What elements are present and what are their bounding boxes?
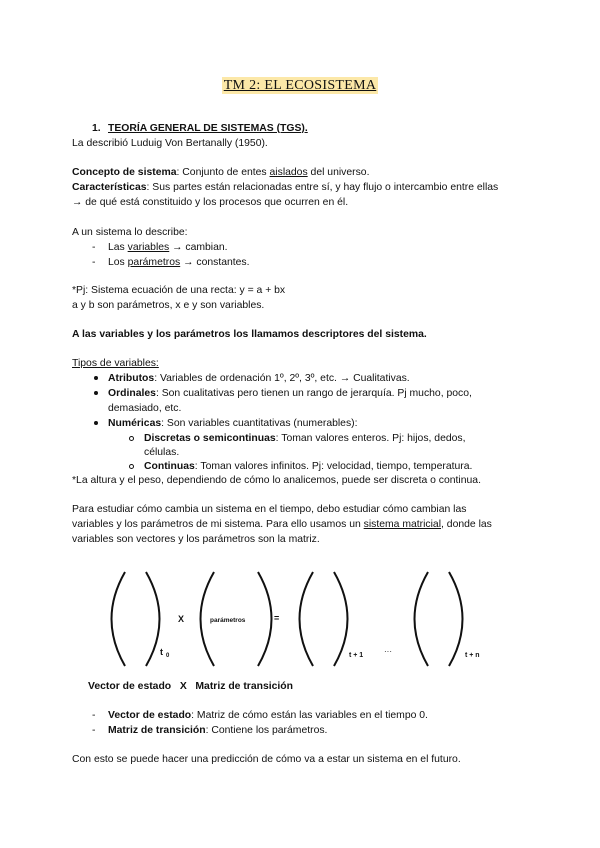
estudio-line-1: Para estudiar cómo cambia un sistema en el tiempo, debo estudiar cómo cambian las [72, 504, 467, 515]
tipos-nota: *La altura y el peso, dependiendo de cómo lo analicemos, puede ser discreta o continua. [72, 475, 481, 486]
t0-subscript: 0 [166, 653, 170, 659]
numericas-item: Numéricas: Son variables cuantitativas (numerables): [108, 418, 358, 429]
dash-bullet: - [92, 257, 96, 268]
continuas-item: Continuas: Toman valores infinitos. Pj: velocidad, tiempo, temperatura. [144, 461, 473, 472]
atributos-item: Atributos: Variables de ordenación 1º, 2º, 3º, etc. → Cualitativas. [108, 373, 410, 384]
describe-intro: A un sistema lo describe: [72, 227, 188, 238]
parametros-label: parámetros [210, 617, 246, 624]
caracteristicas-line-2: → de qué está constituido y los procesos que ocurren en él. [72, 197, 349, 208]
right-paren [146, 572, 160, 666]
left-paren [112, 572, 126, 666]
bullet-dot [94, 376, 98, 380]
dash-bullet: - [92, 725, 96, 736]
diagram-caption: Vector de estado X Matriz de transición [88, 681, 293, 692]
vector-estado-item: Vector de estado: Matriz de cómo están las variables en el tiempo 0. [108, 710, 428, 721]
ejemplo-line-2: a y b son parámetros, x e y son variables. [72, 300, 265, 311]
parametros-item: Los parámetros → constantes. [108, 257, 250, 268]
discretas-item: Discretas o semicontinuas: Toman valores enteros. Pj: hijos, dedos, [144, 433, 466, 444]
page-title: TM 2: EL ECOSISTEMA [223, 78, 377, 93]
ordinales-item: Ordinales: Son cualitativas pero tienen un rango de jerarquía. Pj mucho, poco, [108, 388, 472, 399]
t0-label: t [160, 647, 163, 657]
bullet-circle [129, 464, 134, 469]
tipos-heading: Tipos de variables: [72, 358, 159, 369]
author-line: La describió Luduig Von Bertanally (1950). [72, 138, 268, 149]
ejemplo-line-1: *Pj: Sistema ecuación de una recta: y = a + bx [72, 285, 286, 296]
right-paren [334, 572, 348, 666]
t1-label: t + 1 [349, 652, 364, 659]
descriptores-statement: A las variables y los parámetros los llamamos descriptores del sistema. [72, 329, 427, 340]
estudio-line-2: variables y los parámetros de mi sistema. Para ello usamos un sistema matricial, donde las [72, 519, 492, 530]
section-heading: TEORÍA GENERAL DE SISTEMAS (TGS). [108, 123, 308, 134]
concepto-line: Concepto de sistema: Conjunto de entes aislados del universo. [72, 167, 370, 178]
left-paren [415, 572, 429, 666]
variables-item: Las variables → cambian. [108, 242, 228, 253]
bullet-dot [94, 391, 98, 395]
right-paren [258, 572, 272, 666]
left-paren [300, 572, 314, 666]
bullet-circle [129, 436, 134, 441]
ordinales-item-cont: demasiado, etc. [108, 403, 182, 414]
dash-bullet: - [92, 242, 96, 253]
estudio-line-3: variables son vectores y los parámetros son la matriz. [72, 534, 320, 545]
matriz-transicion-item: Matriz de transición: Contiene los parámetros. [108, 725, 328, 736]
tn-label: t + n [465, 652, 480, 659]
section-number: 1. [92, 123, 101, 134]
right-paren [449, 572, 463, 666]
conclusion: Con esto se puede hacer una predicción de cómo va a estar un sistema en el futuro. [72, 754, 461, 765]
multiply-sign: X [178, 614, 185, 624]
matrix-diagram [0, 560, 600, 670]
equals-sign: = [274, 613, 280, 623]
discretas-item-cont: células. [144, 447, 180, 458]
caracteristicas-line: Características: Sus partes están relacionadas entre sí, y hay flujo o intercambio entre ellas [72, 182, 499, 193]
bullet-dot [94, 421, 98, 425]
ellipsis: ··· [384, 647, 392, 656]
dash-bullet: - [92, 710, 96, 721]
